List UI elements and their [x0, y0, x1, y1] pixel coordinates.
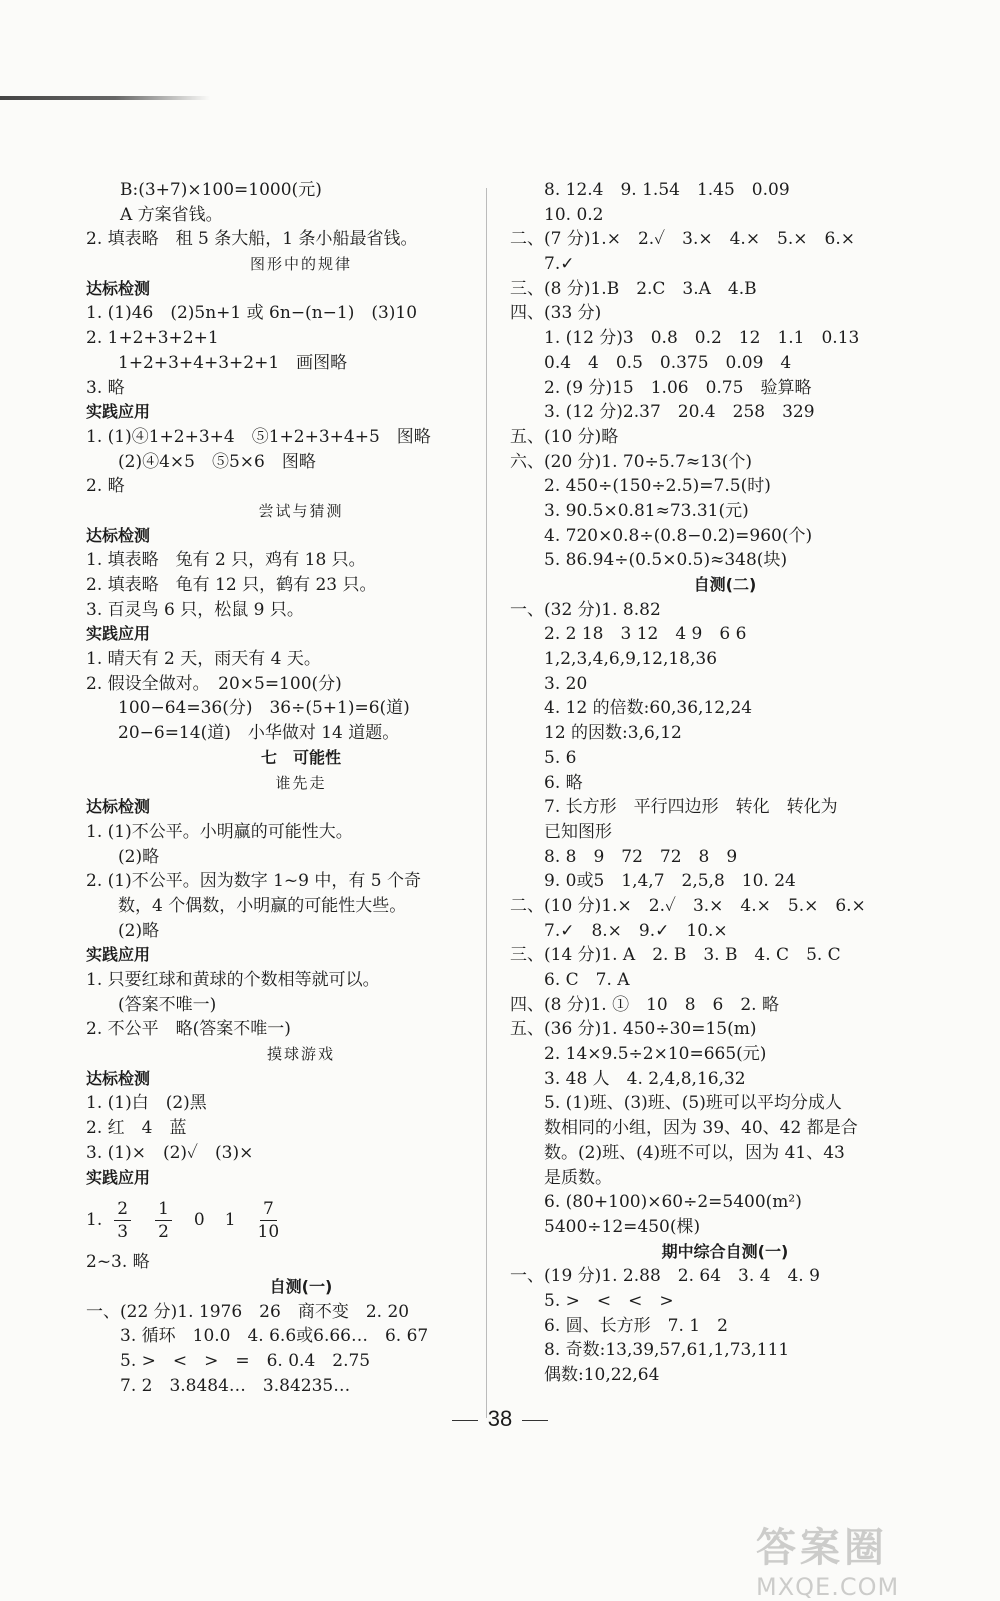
left-line: 2. 1+2+3+2+1 [86, 328, 219, 349]
left-line: 1. (1)46 (2)5n+1 或 6n−(n−1) (3)10 [86, 303, 418, 324]
right-line: 期中综合自测(一) [661, 1241, 789, 1261]
left-line: 达标检测 [86, 1068, 151, 1088]
left-line: 图形中的规律 [249, 255, 352, 274]
left-line: 2. (1)不公平。因为数字 1~9 中，有 5 个奇 [86, 871, 422, 892]
left-line: 摸球游戏 [266, 1045, 335, 1064]
right-line: 五、(36 分)1. 450÷30=15(m) [510, 1019, 757, 1040]
right-line: 自测(二) [693, 575, 757, 594]
left-line: 实践应用 [86, 1167, 151, 1187]
right-line: 5. (1)班、(3)班、(5)班可以平均分成人 [544, 1093, 842, 1114]
right-line: 三、(14 分)1. A 2. B 3. B 4. C 5. C [510, 945, 841, 966]
left-line: 达标检测 [86, 797, 151, 817]
right-line: 6. 圆、长方形 7. 1 2 [544, 1315, 728, 1336]
left-line: 1. 晴天有 2 天，雨天有 4 天。 [86, 649, 321, 670]
left_tail-line: 5. > < > = 6. 0.4 2.75 [120, 1350, 371, 1371]
right-line: 5400÷12=450(棵) [544, 1216, 701, 1237]
right-line: 一、(19 分)1. 2.88 2. 64 3. 4 4. 9 [510, 1266, 820, 1287]
fraction [114, 1198, 131, 1243]
right-line: 5. > < < > [544, 1290, 674, 1311]
right-line: 五、(10 分)略 [510, 426, 619, 447]
right-line: 偶数:10,22,64 [544, 1365, 660, 1385]
left_tail-line: 一、(22 分)1. 1976 26 商不变 2. 20 [86, 1301, 410, 1322]
left-line: 2. 填表略 龟有 12 只，鹤有 23 只。 [86, 575, 377, 595]
left-line: 数，4 个偶数，小明赢的可能性大些。 [118, 895, 407, 916]
right-line: 数相同的小组，因为 39、40、42 都是合 [544, 1118, 858, 1139]
right-line: 3. (12 分)2.37 20.4 258 329 [544, 402, 815, 423]
left-line: 2. 略 [86, 476, 125, 497]
right-line: 8. 奇数:13,39,57,61,1,73,111 [544, 1340, 790, 1361]
left-line: 2. 不公平 略(答案不唯一) [86, 1019, 291, 1040]
right-line: 1,2,3,4,6,9,12,18,36 [544, 649, 718, 670]
right-line: 3. 48 人 4. 2,4,8,16,32 [544, 1068, 746, 1089]
left-line: 实践应用 [86, 624, 151, 644]
right-line: 2. 2 18 3 12 4 9 6 6 [544, 624, 747, 645]
right-line: 2. (9 分)15 1.06 0.75 验算略 [544, 377, 812, 398]
watermark-url: MXQE.COM [756, 1573, 900, 1601]
left-line: 2. 填表略 租 5 条大船，1 条小船最省钱。 [86, 229, 418, 250]
left-line: 1. (1)不公平。小明赢的可能性大。 [86, 821, 353, 842]
left_tail-line: 7. 2 3.8484… 3.84235… [120, 1375, 351, 1396]
left_tail-line: 3. 循环 10.0 4. 6.6或6.66… 6. 67 [120, 1326, 429, 1347]
left-line: 20−6=14(道) 小华做对 14 道题。 [118, 723, 400, 744]
left-line: 2. 红 4 蓝 [86, 1118, 187, 1139]
left-line: 2. 假设全做对。 20×5=100(分) [86, 673, 342, 694]
right-line: 4. 720×0.8÷(0.8−0.2)=960(个) [544, 525, 813, 546]
right-line: 7.✓ [544, 254, 575, 275]
page-number: 38 [487, 1406, 513, 1431]
right-line: 3. 20 [544, 673, 588, 694]
right-line: 1. (12 分)3 0.8 0.2 12 1.1 0.13 [544, 328, 860, 349]
left-line: 3. 略 [86, 377, 125, 398]
left_tail-line: 自测(一) [269, 1276, 333, 1296]
left-line: 实践应用 [86, 402, 151, 422]
right-line: 5. 6 [544, 747, 577, 768]
right-line: 0.4 4 0.5 0.375 0.09 4 [544, 352, 792, 373]
right-line: 已知图形 [544, 821, 612, 842]
left-line: (2)④4×5 ⑤5×6 图略 [118, 451, 316, 472]
left-line: 达标检测 [86, 278, 151, 298]
right-line: 二、(10 分)1.× 2.✓ 3.× 4.× 5.× 6.× [510, 895, 866, 916]
left-line: 1. (1)白 (2)黑 [86, 1093, 207, 1114]
right-line: 六、(20 分)1. 70÷5.7≈13(个) [510, 451, 752, 472]
left-line: 1+2+3+4+3+2+1 画图略 [118, 352, 348, 373]
fraction-numerator: 1 [155, 1198, 172, 1221]
top-rule [0, 96, 210, 100]
right-line: 6. C 7. A [544, 970, 630, 990]
right-column [510, 178, 940, 1388]
fraction-numerator: 2 [114, 1198, 131, 1221]
watermark-text: 答案圈 [756, 1525, 888, 1571]
right-line: 四、(8 分)1. ① 10 8 6 2. 略 [510, 994, 779, 1015]
left-line: 实践应用 [86, 945, 151, 965]
fraction-denominator: 2 [158, 1221, 169, 1242]
left-line: A 方案省钱。 [120, 204, 223, 225]
right-line: 四、(33 分) [510, 303, 602, 324]
left-line: 100−64=36(分) 36÷(5+1)=6(道) [118, 698, 410, 719]
right-line: 一、(32 分)1. 8.82 [510, 599, 661, 620]
fraction [258, 1198, 280, 1243]
column-divider [486, 188, 487, 1418]
right-line: 2. 450÷(150÷2.5)=7.5(时) [544, 476, 771, 497]
left-line: 1. 只要红球和黄球的个数相等就可以。 [86, 970, 380, 990]
right-line: 二、(7 分)1.× 2.✓ 3.× 4.× 5.× 6.× [510, 229, 855, 250]
fraction-denominator: 3 [117, 1221, 129, 1242]
right-line: 数。(2)班、(4)班不可以，因为 41、43 [544, 1142, 845, 1163]
left-line: 达标检测 [86, 525, 151, 545]
left-line: 谁先走 [275, 773, 327, 792]
left-line: B:(3+7)×100=1000(元) [120, 180, 322, 200]
right-line: 3. 90.5×0.81≈73.31(元) [544, 500, 749, 521]
fraction-line-prefix: 1. [86, 1210, 103, 1231]
fraction-denominator: 10 [257, 1221, 280, 1242]
right-line: 三、(8 分)1.B 2.C 3.A 4.B [510, 278, 757, 299]
fraction-line-value: 0 [193, 1210, 205, 1231]
fraction-answer-line [86, 1190, 516, 1250]
left-line: 尝试与猜测 [258, 501, 344, 520]
right-line: 7. 长方形 平行四边形 转化 转化为 [544, 797, 838, 818]
right-line: 2. 14×9.5÷2×10=665(元) [544, 1044, 767, 1065]
right-line: 8. 12.4 9. 1.54 1.45 0.09 [544, 180, 790, 200]
left-line: (2)略 [118, 846, 160, 867]
right-line: 8. 8 9 72 72 8 9 [544, 846, 738, 867]
left-line: 3. (1)× (2)✓ (3)× [86, 1142, 254, 1163]
right-line: 9. 0或5 1,4,7 2,5,8 10. 24 [544, 871, 796, 892]
fraction-numerator: 7 [260, 1198, 277, 1221]
right-line: 是质数。 [544, 1167, 612, 1188]
right-line: 4. 12 的倍数:60,36,12,24 [544, 698, 753, 719]
left_tail-line: 2~3. 略 [86, 1252, 150, 1273]
left-line: 1. (1)④1+2+3+4 ⑤1+2+3+4+5 图略 [86, 426, 431, 447]
right-line: 12 的因数:3,6,12 [544, 723, 682, 744]
right-line: 6. (80+100)×60÷2=5400(m²) [544, 1192, 802, 1213]
left-column [86, 178, 516, 1398]
fraction-line-value: 1 [224, 1210, 236, 1231]
page-footer [0, 1406, 1000, 1432]
fraction [155, 1198, 172, 1243]
left-line: 3. 百灵鸟 6 只，松鼠 9 只。 [86, 599, 304, 620]
right-line: 10. 0.2 [544, 204, 604, 225]
left-line: (2)略 [118, 920, 160, 941]
left-line: 1. 填表略 兔有 2 只，鸡有 18 只。 [86, 550, 366, 571]
right-line: 5. 86.94÷(0.5×0.5)≈348(块) [544, 550, 788, 571]
right-line: 7.✓ 8.× 9.✓ 10.× [544, 920, 728, 941]
watermark-logo [756, 1516, 976, 1601]
left-line: (答案不唯一) [118, 994, 217, 1015]
right-line: 6. 略 [544, 772, 583, 793]
left-line: 七 可能性 [260, 747, 341, 767]
